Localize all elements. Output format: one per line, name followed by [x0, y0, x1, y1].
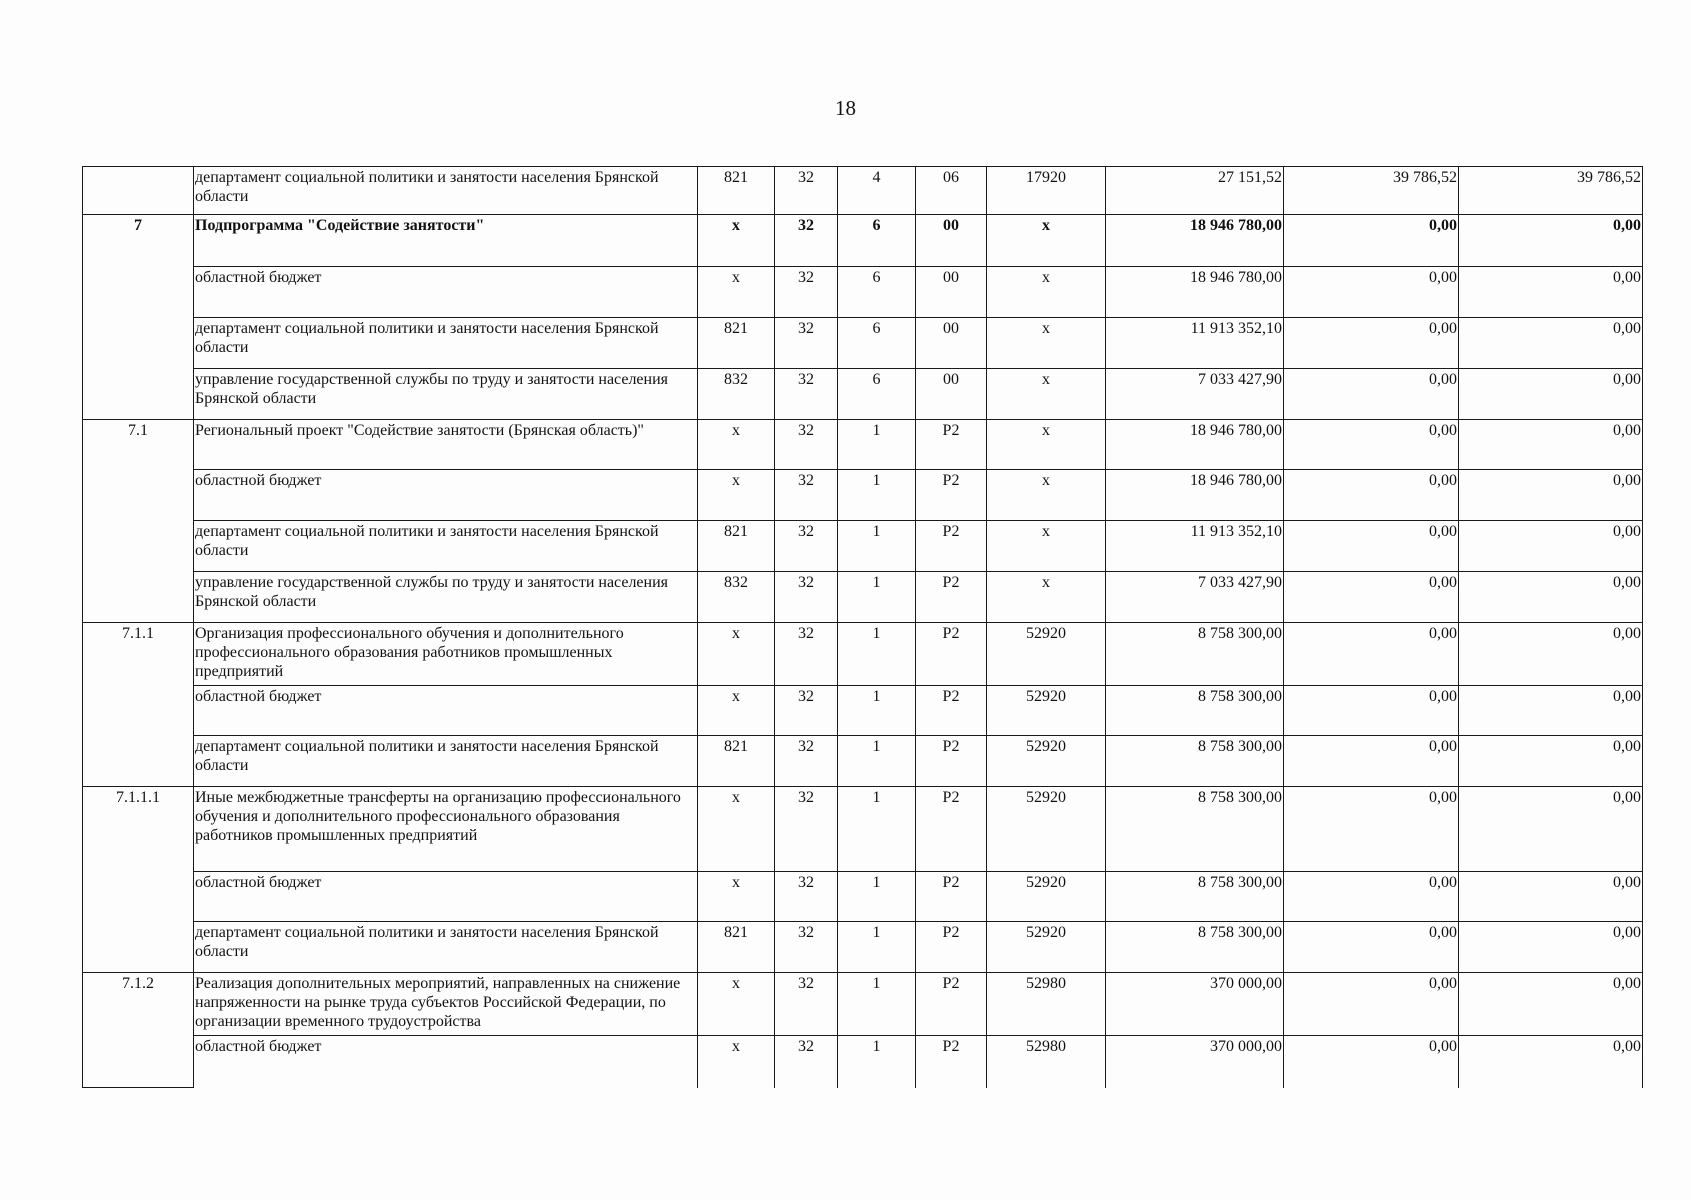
- code-1-cell: х: [698, 686, 775, 736]
- amount-3-cell: 0,00: [1459, 623, 1643, 686]
- row-number-cell: 7.1.1.1: [83, 787, 194, 973]
- table-row: [83, 787, 1643, 872]
- amount-3-cell: 0,00: [1459, 369, 1643, 420]
- amount-2-cell: 0,00: [1284, 267, 1459, 318]
- row-name-cell: областной бюджет: [194, 686, 698, 736]
- amount-1-cell: 8 758 300,00: [1106, 686, 1284, 736]
- code-3-cell: 1: [838, 686, 916, 736]
- code-3-cell: 1: [838, 736, 916, 787]
- code-1-cell: х: [698, 973, 775, 1036]
- amount-1-cell: 11 913 352,10: [1106, 318, 1284, 369]
- code-4-cell: Р2: [916, 686, 987, 736]
- code-2-cell: 32: [775, 623, 838, 686]
- amount-2-cell: 0,00: [1284, 420, 1459, 470]
- amount-2-cell: 0,00: [1284, 1036, 1459, 1088]
- code-2-cell: 32: [775, 736, 838, 787]
- amount-3-cell: 0,00: [1459, 973, 1643, 1036]
- amount-3-cell: 0,00: [1459, 318, 1643, 369]
- code-1-cell: 821: [698, 736, 775, 787]
- code-2-cell: 32: [775, 420, 838, 470]
- table-row: [83, 521, 1643, 572]
- amount-1-cell: 8 758 300,00: [1106, 872, 1284, 922]
- code-1-cell: 832: [698, 572, 775, 623]
- code-2-cell: 32: [775, 1036, 838, 1088]
- code-3-cell: 1: [838, 470, 916, 521]
- budget-table: [82, 166, 1643, 1088]
- code-5-cell: х: [987, 521, 1106, 572]
- row-number-cell: 7.1.2: [83, 973, 194, 1088]
- code-1-cell: 821: [698, 922, 775, 973]
- amount-2-cell: 0,00: [1284, 369, 1459, 420]
- code-5-cell: 52980: [987, 1036, 1106, 1088]
- code-1-cell: 821: [698, 318, 775, 369]
- amount-2-cell: 0,00: [1284, 470, 1459, 521]
- code-3-cell: 1: [838, 872, 916, 922]
- amount-3-cell: 0,00: [1459, 521, 1643, 572]
- code-4-cell: Р2: [916, 787, 987, 872]
- code-3-cell: 1: [838, 420, 916, 470]
- code-4-cell: 00: [916, 369, 987, 420]
- code-5-cell: 52920: [987, 872, 1106, 922]
- code-5-cell: 52980: [987, 973, 1106, 1036]
- code-4-cell: 00: [916, 215, 987, 267]
- code-4-cell: Р2: [916, 572, 987, 623]
- amount-2-cell: 0,00: [1284, 686, 1459, 736]
- code-5-cell: х: [987, 215, 1106, 267]
- row-number-cell: [83, 167, 194, 215]
- code-1-cell: х: [698, 1036, 775, 1088]
- row-name-cell: Организация профессионального обучения и дополнительного профессионального образования работников промышленных предприятий: [194, 623, 698, 686]
- row-name-cell: департамент социальной политики и занятости населения Брянской области: [194, 922, 698, 973]
- code-2-cell: 32: [775, 167, 838, 215]
- row-name-cell: областной бюджет: [194, 1036, 698, 1088]
- row-name-cell: Реализация дополнительных мероприятий, направленных на снижение напряженности на рынке труда субъектов Российской Федерации, по организации временного трудоустройства: [194, 973, 698, 1036]
- amount-3-cell: 0,00: [1459, 1036, 1643, 1088]
- code-3-cell: 1: [838, 623, 916, 686]
- code-4-cell: Р2: [916, 623, 987, 686]
- row-name-cell: управление государственной службы по труду и занятости населения Брянской области: [194, 369, 698, 420]
- amount-3-cell: 0,00: [1459, 215, 1643, 267]
- amount-1-cell: 8 758 300,00: [1106, 922, 1284, 973]
- code-2-cell: 32: [775, 318, 838, 369]
- row-name-cell: Региональный проект "Содействие занятости (Брянская область)": [194, 420, 698, 470]
- code-5-cell: 52920: [987, 922, 1106, 973]
- table-row: [83, 973, 1643, 1036]
- table-row: [83, 420, 1643, 470]
- code-3-cell: 1: [838, 572, 916, 623]
- code-1-cell: х: [698, 420, 775, 470]
- code-3-cell: 4: [838, 167, 916, 215]
- amount-3-cell: 0,00: [1459, 572, 1643, 623]
- code-4-cell: 00: [916, 318, 987, 369]
- amount-1-cell: 370 000,00: [1106, 973, 1284, 1036]
- code-2-cell: 32: [775, 215, 838, 267]
- code-2-cell: 32: [775, 369, 838, 420]
- amount-1-cell: 18 946 780,00: [1106, 267, 1284, 318]
- code-4-cell: 00: [916, 267, 987, 318]
- amount-2-cell: 0,00: [1284, 787, 1459, 872]
- table-row: [83, 369, 1643, 420]
- amount-1-cell: 7 033 427,90: [1106, 369, 1284, 420]
- amount-2-cell: 0,00: [1284, 318, 1459, 369]
- code-5-cell: х: [987, 369, 1106, 420]
- code-3-cell: 6: [838, 318, 916, 369]
- table-row: [83, 922, 1643, 973]
- amount-2-cell: 0,00: [1284, 572, 1459, 623]
- amount-3-cell: 0,00: [1459, 922, 1643, 973]
- code-4-cell: Р2: [916, 736, 987, 787]
- table-row: [83, 318, 1643, 369]
- table-row: [83, 872, 1643, 922]
- code-4-cell: Р2: [916, 420, 987, 470]
- code-1-cell: х: [698, 787, 775, 872]
- row-number-cell: 7.1: [83, 420, 194, 623]
- row-name-cell: областной бюджет: [194, 470, 698, 521]
- amount-2-cell: 39 786,52: [1284, 167, 1459, 215]
- code-3-cell: 1: [838, 787, 916, 872]
- table-row: [83, 167, 1643, 215]
- amount-1-cell: 8 758 300,00: [1106, 623, 1284, 686]
- row-name-cell: Подпрограмма "Содействие занятости": [194, 215, 698, 267]
- code-3-cell: 1: [838, 1036, 916, 1088]
- amount-3-cell: 0,00: [1459, 736, 1643, 787]
- table-row: [83, 623, 1643, 686]
- code-2-cell: 32: [775, 787, 838, 872]
- code-2-cell: 32: [775, 470, 838, 521]
- amount-2-cell: 0,00: [1284, 736, 1459, 787]
- row-number-cell: 7: [83, 215, 194, 420]
- amount-3-cell: 0,00: [1459, 686, 1643, 736]
- code-5-cell: 52920: [987, 787, 1106, 872]
- table-row: [83, 470, 1643, 521]
- amount-1-cell: 18 946 780,00: [1106, 215, 1284, 267]
- amount-3-cell: 0,00: [1459, 787, 1643, 872]
- table-row: [83, 267, 1643, 318]
- code-4-cell: 06: [916, 167, 987, 215]
- row-name-cell: департамент социальной политики и занятости населения Брянской области: [194, 736, 698, 787]
- row-number-cell: 7.1.1: [83, 623, 194, 787]
- code-4-cell: Р2: [916, 973, 987, 1036]
- amount-1-cell: 7 033 427,90: [1106, 572, 1284, 623]
- code-2-cell: 32: [775, 922, 838, 973]
- code-5-cell: 17920: [987, 167, 1106, 215]
- code-5-cell: х: [987, 267, 1106, 318]
- code-3-cell: 6: [838, 267, 916, 318]
- row-name-cell: департамент социальной политики и занятости населения Брянской области: [194, 521, 698, 572]
- code-5-cell: х: [987, 420, 1106, 470]
- amount-2-cell: 0,00: [1284, 922, 1459, 973]
- code-5-cell: 52920: [987, 686, 1106, 736]
- code-5-cell: 52920: [987, 736, 1106, 787]
- amount-3-cell: 0,00: [1459, 470, 1643, 521]
- amount-1-cell: 27 151,52: [1106, 167, 1284, 215]
- code-3-cell: 1: [838, 973, 916, 1036]
- amount-1-cell: 11 913 352,10: [1106, 521, 1284, 572]
- code-1-cell: х: [698, 215, 775, 267]
- code-2-cell: 32: [775, 973, 838, 1036]
- code-3-cell: 6: [838, 215, 916, 267]
- code-4-cell: Р2: [916, 1036, 987, 1088]
- code-4-cell: Р2: [916, 922, 987, 973]
- code-5-cell: х: [987, 470, 1106, 521]
- code-4-cell: Р2: [916, 521, 987, 572]
- code-1-cell: х: [698, 470, 775, 521]
- row-name-cell: управление государственной службы по труду и занятости населения Брянской области: [194, 572, 698, 623]
- amount-1-cell: 8 758 300,00: [1106, 736, 1284, 787]
- row-name-cell: департамент социальной политики и занятости населения Брянской области: [194, 318, 698, 369]
- code-3-cell: 6: [838, 369, 916, 420]
- code-1-cell: 821: [698, 521, 775, 572]
- code-1-cell: х: [698, 623, 775, 686]
- code-1-cell: 832: [698, 369, 775, 420]
- code-4-cell: Р2: [916, 470, 987, 521]
- row-name-cell: областной бюджет: [194, 872, 698, 922]
- amount-1-cell: 18 946 780,00: [1106, 420, 1284, 470]
- amount-1-cell: 370 000,00: [1106, 1036, 1284, 1088]
- code-5-cell: 52920: [987, 623, 1106, 686]
- amount-2-cell: 0,00: [1284, 215, 1459, 267]
- amount-2-cell: 0,00: [1284, 973, 1459, 1036]
- amount-3-cell: 0,00: [1459, 872, 1643, 922]
- amount-2-cell: 0,00: [1284, 623, 1459, 686]
- amount-2-cell: 0,00: [1284, 872, 1459, 922]
- table-row: [83, 572, 1643, 623]
- code-4-cell: Р2: [916, 872, 987, 922]
- amount-1-cell: 8 758 300,00: [1106, 787, 1284, 872]
- code-2-cell: 32: [775, 267, 838, 318]
- code-5-cell: х: [987, 318, 1106, 369]
- row-name-cell: Иные межбюджетные трансферты на организацию профессионального обучения и дополнительного профессионального образования работников промышленных предприятий: [194, 787, 698, 872]
- amount-3-cell: 0,00: [1459, 420, 1643, 470]
- amount-1-cell: 18 946 780,00: [1106, 470, 1284, 521]
- row-name-cell: областной бюджет: [194, 267, 698, 318]
- amount-2-cell: 0,00: [1284, 521, 1459, 572]
- page-number: 18: [835, 96, 856, 120]
- row-name-cell: департамент социальной политики и занятости населения Брянской области: [194, 167, 698, 215]
- code-3-cell: 1: [838, 922, 916, 973]
- table-row: [83, 686, 1643, 736]
- code-1-cell: х: [698, 872, 775, 922]
- code-3-cell: 1: [838, 521, 916, 572]
- table-row: [83, 1036, 1643, 1088]
- code-2-cell: 32: [775, 872, 838, 922]
- amount-3-cell: 0,00: [1459, 267, 1643, 318]
- code-5-cell: х: [987, 572, 1106, 623]
- amount-3-cell: 39 786,52: [1459, 167, 1643, 215]
- table-body: [83, 167, 1643, 1088]
- code-2-cell: 32: [775, 572, 838, 623]
- code-2-cell: 32: [775, 686, 838, 736]
- code-2-cell: 32: [775, 521, 838, 572]
- code-1-cell: х: [698, 267, 775, 318]
- table-row: [83, 215, 1643, 267]
- code-1-cell: 821: [698, 167, 775, 215]
- table-row: [83, 736, 1643, 787]
